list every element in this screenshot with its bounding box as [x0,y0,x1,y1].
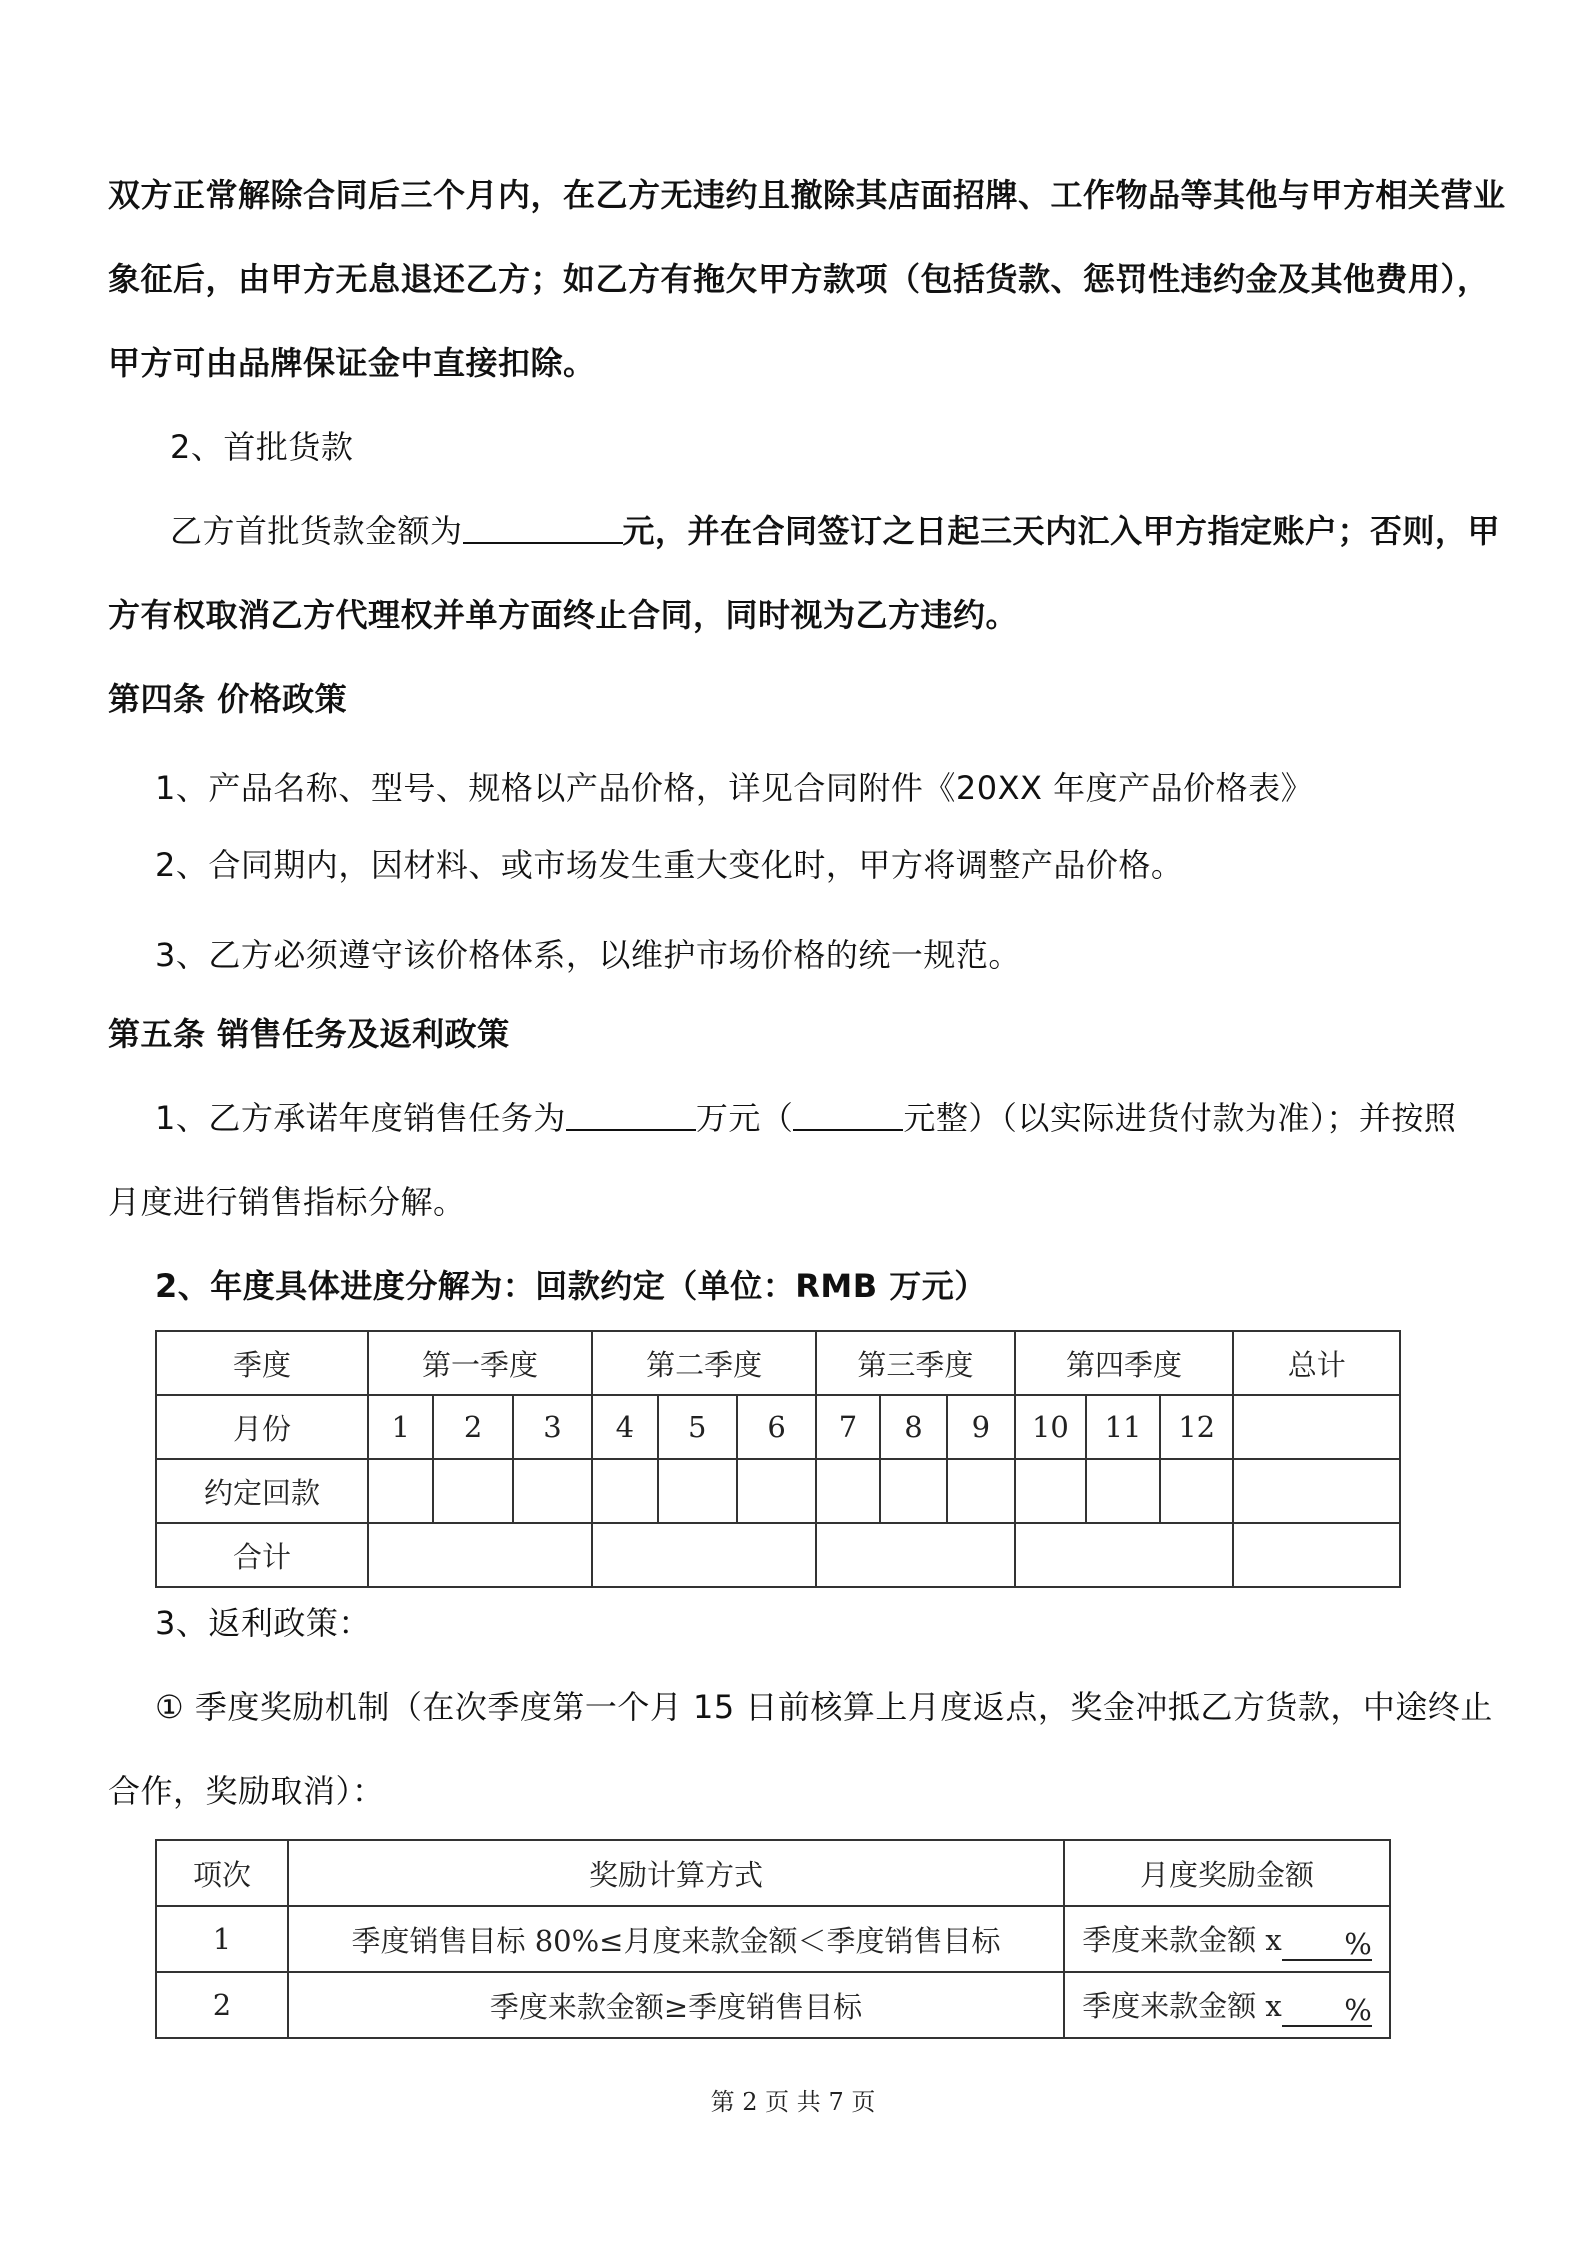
table-row [156,1840,1390,1906]
amount-label: 季度来款金额 x [1082,1922,1282,1957]
empty-cell [816,1459,880,1523]
month-cell: 5 [658,1395,737,1459]
row-label: 月份 [156,1395,368,1459]
empty-cell [1233,1459,1400,1523]
paragraph-line [170,511,1550,551]
month-cell: 1 [368,1395,433,1459]
month-cell: 10 [1015,1395,1087,1459]
paragraph-line: 象征后，由甲方无息退还乙方；如乙方有拖欠甲方款项（包括货款、惩罚性违约金及其他费用）， [108,260,1490,298]
list-item: 3、返利政策： [155,1604,371,1642]
row-label: 约定回款 [156,1459,368,1523]
list-item-text: 2、合同期内，因材料、或市场发生重大变化时，甲方将调整产品价格。 [155,846,1184,884]
month-cell: 9 [947,1395,1014,1459]
paragraph-line: 合作，奖励取消）： [108,1772,385,1810]
list-item: 3、乙方必须遵守该价格体系，以维护市场价格的统一规范。 [155,936,1021,974]
item-number: 1 [156,1906,288,1972]
paragraph-line: 方有权取消乙方代理权并单方面终止合同，同时视为乙方违约。 [108,596,1019,634]
paragraph-line: 月度进行销售指标分解。 [108,1183,466,1221]
table-row [156,1331,1400,1395]
empty-cell [880,1459,947,1523]
list-item: 1、产品名称、型号、规格以产品价格，详见合同附件《20XX 年度产品价格表》 [155,769,1314,807]
reward-amount [1064,1972,1390,2038]
text-fragment: 元整）（以实际进货付款为准）；并按照 [903,1099,1457,1137]
empty-cell [1086,1459,1160,1523]
text-fragment: 万元（ [695,1099,794,1137]
month-cell: 12 [1160,1395,1234,1459]
month-cell: 2 [433,1395,512,1459]
amount-blank [463,512,623,544]
row-label: 季度 [156,1331,368,1395]
month-cell: 6 [737,1395,816,1459]
list-item: 2、年度具体进度分解为：回款约定（单位：RMB 万元） [155,1267,987,1305]
paragraph-line: ① 季度奖励机制（在次季度第一个月 15 日前核算上月度返点，奖金冲抵乙方货款，中途终止 [155,1688,1493,1726]
empty-cell [1233,1395,1400,1459]
paragraph-line: 双方正常解除合同后三个月内，在乙方无违约且撤除其店面招牌、工作物品等其他与甲方相关营业 [108,176,1506,214]
empty-cell [1015,1459,1087,1523]
task-amount-blank [566,1099,696,1131]
item-number: 2 [156,1972,288,2038]
table-row [156,1906,1390,1972]
reward-method: 季度来款金额≥季度销售目标 [288,1972,1064,2038]
amount-label: 季度来款金额 x [1082,1988,1282,2023]
table-row [156,1972,1390,2038]
empty-cell [368,1523,592,1587]
empty-cell [737,1459,816,1523]
empty-cell [513,1459,592,1523]
percent-blank: % [1282,1929,1372,1961]
month-cell: 3 [513,1395,592,1459]
total-header: 总计 [1233,1331,1400,1395]
month-cell: 11 [1086,1395,1160,1459]
empty-cell [1160,1459,1234,1523]
column-header: 项次 [156,1840,288,1906]
article-title: 第五条 销售任务及返利政策 [108,1015,510,1053]
percent-blank: % [1282,1995,1372,2027]
text-fragment: 元，并在合同签订之日起三天内汇入甲方指定账户；否则，甲 [622,512,1501,550]
column-header: 月度奖励金额 [1064,1840,1390,1906]
paragraph-line [155,1098,1535,1138]
empty-cell [816,1523,1014,1587]
rebate-table [155,1839,1391,2039]
empty-cell [658,1459,737,1523]
table-row [156,1395,1400,1459]
progress-table [155,1330,1401,1588]
month-cell: 7 [816,1395,880,1459]
reward-method: 季度销售目标 80%≤月度来款金额＜季度销售目标 [288,1906,1064,1972]
quarter-header: 第三季度 [816,1331,1014,1395]
month-cell: 4 [592,1395,657,1459]
table-row [156,1523,1400,1587]
empty-cell [433,1459,512,1523]
text-fragment: 1、乙方承诺年度销售任务为 [155,1099,566,1137]
row-label: 合计 [156,1523,368,1587]
empty-cell [592,1459,657,1523]
yuan-amount-blank [793,1099,903,1131]
empty-cell [1015,1523,1234,1587]
quarter-header: 第一季度 [368,1331,592,1395]
section-heading: 2、首批货款 [170,428,354,466]
article-title: 第四条 价格政策 [108,680,348,718]
quarter-header: 第二季度 [592,1331,816,1395]
column-header: 奖励计算方式 [288,1840,1064,1906]
table-row [156,1459,1400,1523]
empty-cell [368,1459,433,1523]
list-item [155,845,1535,885]
empty-cell [947,1459,1014,1523]
empty-cell [592,1523,816,1587]
quarter-header: 第四季度 [1015,1331,1234,1395]
page-number: 第 2 页 共 7 页 [710,2088,876,2116]
month-cell: 8 [880,1395,947,1459]
text-fragment: 乙方首批货款金额为 [170,512,463,550]
paragraph-line: 甲方可由品牌保证金中直接扣除。 [108,344,596,382]
empty-cell [1233,1523,1400,1587]
reward-amount [1064,1906,1390,1972]
